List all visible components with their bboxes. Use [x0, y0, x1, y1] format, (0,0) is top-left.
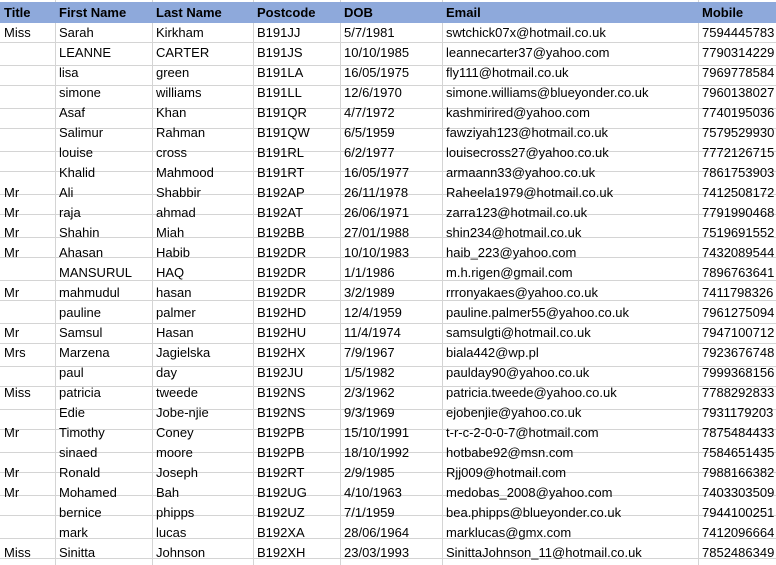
mobile-cell[interactable]: 7931179203 [702, 405, 774, 420]
email-cell[interactable]: paulday90@yahoo.co.uk [446, 365, 590, 380]
last-name-cell[interactable]: Johnson [156, 545, 206, 560]
postcode-cell[interactable]: B192AP [257, 185, 305, 200]
email-cell[interactable]: haib_223@yahoo.com [446, 245, 577, 260]
postcode-cell[interactable]: B192JU [257, 365, 304, 380]
dob-cell[interactable]: 10/10/1983 [344, 245, 410, 260]
dob-cell[interactable]: 18/10/1992 [344, 445, 410, 460]
email-cell[interactable]: zarra123@hotmail.co.uk [446, 205, 588, 220]
last-name-cell[interactable]: tweede [156, 385, 198, 400]
table-row [0, 163, 776, 183]
postcode-cell[interactable]: B192RT [257, 465, 305, 480]
email-cell[interactable]: fawziyah123@hotmail.co.uk [446, 125, 609, 140]
first-name-cell[interactable]: raja [59, 205, 81, 220]
first-name-cell[interactable]: pauline [59, 305, 101, 320]
last-name-cell[interactable]: hasan [156, 285, 192, 300]
first-name-cell[interactable]: Shahin [59, 225, 100, 240]
first-name-cell[interactable]: Ahasan [59, 245, 104, 260]
mobile-cell[interactable]: 7791990468 [702, 205, 775, 220]
table-row [0, 423, 776, 443]
last-name-cell[interactable]: Miah [156, 225, 185, 240]
title-cell[interactable]: Mrs [4, 345, 26, 360]
title-cell[interactable] [1, 163, 55, 183]
title-cell[interactable]: Mr [4, 425, 20, 440]
email-cell[interactable]: m.h.rigen@gmail.com [446, 265, 573, 280]
last-name-cell[interactable]: ahmad [156, 205, 196, 220]
email-cell[interactable]: marklucas@gmx.com [446, 525, 572, 540]
mobile-cell[interactable]: 7740195036 [702, 105, 775, 120]
postcode-cell[interactable]: B192UG [257, 485, 307, 500]
title-cell[interactable] [1, 43, 55, 63]
dob-cell[interactable]: 6/5/1959 [344, 125, 395, 140]
title-cell[interactable]: Mr [4, 285, 20, 300]
header-last-name[interactable]: Last Name [156, 5, 222, 20]
email-cell[interactable]: armaann33@yahoo.co.uk [446, 165, 596, 180]
first-name-cell[interactable]: bernice [59, 505, 102, 520]
email-cell[interactable]: t-r-c-2-0-0-7@hotmail.com [446, 425, 599, 440]
title-cell[interactable]: Miss [4, 545, 31, 560]
postcode-cell[interactable]: B191JS [257, 45, 303, 60]
dob-cell[interactable]: 27/01/1988 [344, 225, 410, 240]
title-cell[interactable]: Miss [4, 25, 31, 40]
table-row [0, 223, 776, 243]
table-row [0, 123, 776, 143]
title-cell[interactable]: Mr [4, 185, 20, 200]
title-cell[interactable] [1, 103, 55, 123]
title-cell[interactable] [1, 443, 55, 463]
table-row [0, 243, 776, 263]
last-name-cell[interactable]: palmer [156, 305, 196, 320]
last-name-cell[interactable]: CARTER [156, 45, 210, 60]
postcode-cell[interactable]: B192UZ [257, 505, 305, 520]
mobile-cell[interactable]: 7584651435 [702, 445, 775, 460]
first-name-cell[interactable]: lisa [59, 65, 79, 80]
dob-cell[interactable]: 16/05/1975 [344, 65, 410, 80]
title-cell[interactable] [1, 143, 55, 163]
title-cell[interactable]: Mr [4, 465, 20, 480]
table-row [0, 283, 776, 303]
table-row [0, 383, 776, 403]
email-cell[interactable]: simone.williams@blueyonder.co.uk [446, 85, 649, 100]
dob-cell[interactable]: 7/9/1967 [344, 345, 395, 360]
title-cell[interactable]: Mr [4, 325, 20, 340]
mobile-cell[interactable]: 7923676748 [702, 345, 775, 360]
table-row [0, 343, 776, 363]
header-row [0, 2, 776, 23]
title-cell[interactable]: Mr [4, 205, 20, 220]
dob-cell[interactable]: 9/3/1969 [344, 405, 395, 420]
postcode-cell[interactable]: B191RT [257, 165, 305, 180]
last-name-cell[interactable]: williams [156, 85, 202, 100]
email-cell[interactable]: leannecarter37@yahoo.com [446, 45, 610, 60]
mobile-cell[interactable]: 7432089544 [702, 245, 775, 260]
header-dob[interactable]: DOB [344, 5, 373, 20]
first-name-cell[interactable]: mark [59, 525, 88, 540]
title-cell[interactable] [1, 83, 55, 103]
postcode-cell[interactable]: B192BB [257, 225, 305, 240]
postcode-cell[interactable]: B191QR [257, 105, 307, 120]
table-row [0, 63, 776, 83]
dob-cell[interactable]: 4/10/1963 [344, 485, 402, 500]
mobile-cell[interactable]: 7969778584 [702, 65, 775, 80]
postcode-cell[interactable]: B192DR [257, 285, 307, 300]
mobile-cell[interactable]: 7411798326 [702, 285, 774, 300]
postcode-cell[interactable]: B192PB [257, 425, 305, 440]
email-cell[interactable]: hotbabe92@msn.com [446, 445, 574, 460]
mobile-cell[interactable]: 7519691552 [702, 225, 775, 240]
table-row [0, 523, 776, 543]
email-cell[interactable]: swtchick07x@hotmail.co.uk [446, 25, 606, 40]
mobile-cell[interactable]: 7875484433 [702, 425, 775, 440]
title-cell[interactable] [1, 363, 55, 383]
table-row [0, 103, 776, 123]
table-row [0, 183, 776, 203]
first-name-cell[interactable]: LEANNE [59, 45, 112, 60]
first-name-cell[interactable]: Salimur [59, 125, 104, 140]
title-cell[interactable] [1, 63, 55, 83]
title-cell[interactable] [1, 263, 55, 283]
dob-cell[interactable]: 4/7/1972 [344, 105, 395, 120]
email-cell[interactable]: biala442@wp.pl [446, 345, 539, 360]
dob-cell[interactable]: 2/9/1985 [344, 465, 395, 480]
table-row [0, 403, 776, 423]
last-name-cell[interactable]: green [156, 65, 190, 80]
postcode-cell[interactable]: B192HX [257, 345, 306, 360]
first-name-cell[interactable]: MANSURUL [59, 265, 132, 280]
email-cell[interactable]: Rjj009@hotmail.com [446, 465, 567, 480]
mobile-cell[interactable]: 7861753903 [702, 165, 775, 180]
table-row [0, 483, 776, 503]
last-name-cell[interactable]: Kirkham [156, 25, 204, 40]
last-name-cell[interactable]: Shabbir [156, 185, 201, 200]
email-cell[interactable]: medobas_2008@yahoo.com [446, 485, 613, 500]
mobile-cell[interactable]: 7412096664 [702, 525, 775, 540]
header-email[interactable]: Email [446, 5, 481, 20]
postcode-cell[interactable]: B191JJ [257, 25, 301, 40]
last-name-cell[interactable]: Coney [156, 425, 194, 440]
dob-cell[interactable]: 12/6/1970 [344, 85, 402, 100]
dob-cell[interactable]: 26/06/1971 [344, 205, 410, 220]
table-row [0, 43, 776, 63]
dob-cell[interactable]: 6/2/1977 [344, 145, 395, 160]
mobile-cell[interactable]: 7790314229 [702, 45, 775, 60]
title-cell[interactable] [1, 503, 55, 523]
mobile-cell[interactable]: 7403303509 [702, 485, 775, 500]
email-cell[interactable]: louisecross27@yahoo.co.uk [446, 145, 609, 160]
mobile-cell[interactable]: 7988166382 [702, 465, 775, 480]
last-name-cell[interactable]: HAQ [156, 265, 185, 280]
last-name-cell[interactable]: Jobe-njie [156, 405, 209, 420]
mobile-cell[interactable]: 7772126715 [702, 145, 775, 160]
last-name-cell[interactable]: Jagielska [156, 345, 211, 360]
postcode-cell[interactable]: B192NS [257, 405, 306, 420]
first-name-cell[interactable]: Khalid [59, 165, 96, 180]
postcode-cell[interactable]: B192HD [257, 305, 307, 320]
table-row [0, 363, 776, 383]
first-name-cell[interactable]: Asaf [59, 105, 86, 120]
header-postcode[interactable]: Postcode [257, 5, 316, 20]
title-cell[interactable] [1, 123, 55, 143]
table-row [0, 203, 776, 223]
dob-cell[interactable]: 5/7/1981 [344, 25, 395, 40]
postcode-cell[interactable]: B191LL [257, 85, 302, 100]
dob-cell[interactable]: 26/11/1978 [344, 185, 409, 200]
title-cell[interactable]: Mr [4, 225, 20, 240]
table-row [0, 83, 776, 103]
mobile-cell[interactable]: 7579529930 [702, 125, 775, 140]
email-cell[interactable]: pauline.palmer55@yahoo.co.uk [446, 305, 630, 320]
mobile-cell[interactable]: 7961275094 [702, 305, 775, 320]
first-name-cell[interactable]: Edie [59, 405, 86, 420]
dob-cell[interactable]: 28/06/1964 [344, 525, 410, 540]
dob-cell[interactable]: 16/05/1977 [344, 165, 410, 180]
email-cell[interactable]: bea.phipps@blueyonder.co.uk [446, 505, 622, 520]
postcode-cell[interactable]: B192XA [257, 525, 305, 540]
first-name-cell[interactable]: Ronald [59, 465, 101, 480]
title-cell[interactable] [1, 303, 55, 323]
email-cell[interactable]: patricia.tweede@yahoo.co.uk [446, 385, 617, 400]
table-row [0, 263, 776, 283]
header-first-name[interactable]: First Name [59, 5, 127, 20]
postcode-cell[interactable]: B192PB [257, 445, 305, 460]
email-cell[interactable]: Raheela1979@hotmail.co.uk [446, 185, 614, 200]
table-row [0, 463, 776, 483]
last-name-cell[interactable]: Rahman [156, 125, 206, 140]
dob-cell[interactable]: 10/10/1985 [344, 45, 410, 60]
dob-cell[interactable]: 12/4/1959 [344, 305, 402, 320]
first-name-cell[interactable]: mahmudul [59, 285, 120, 300]
postcode-cell[interactable]: B191RL [257, 145, 304, 160]
postcode-cell[interactable]: B191QW [257, 125, 310, 140]
title-cell[interactable] [1, 403, 55, 423]
mobile-cell[interactable]: 7852486349 [702, 545, 775, 560]
table-row [0, 303, 776, 323]
first-name-cell[interactable]: simone [59, 85, 101, 100]
last-name-cell[interactable]: lucas [156, 525, 187, 540]
title-cell[interactable]: Mr [4, 485, 20, 500]
last-name-cell[interactable]: cross [156, 145, 188, 160]
mobile-cell[interactable]: 7788292833 [702, 385, 775, 400]
dob-cell[interactable]: 23/03/1993 [344, 545, 410, 560]
table-row [0, 543, 776, 563]
dob-cell[interactable]: 1/5/1982 [344, 365, 395, 380]
postcode-cell[interactable]: B192XH [257, 545, 306, 560]
email-cell[interactable]: kashmirired@yahoo.com [446, 105, 590, 120]
title-cell[interactable] [1, 523, 55, 543]
first-name-cell[interactable]: paul [59, 365, 84, 380]
title-cell[interactable]: Miss [4, 385, 31, 400]
last-name-cell[interactable]: Habib [156, 245, 190, 260]
first-name-cell[interactable]: Sarah [59, 25, 94, 40]
dob-cell[interactable]: 3/2/1989 [344, 285, 395, 300]
email-cell[interactable]: rrronyakaes@yahoo.co.uk [446, 285, 598, 300]
postcode-cell[interactable]: B192DR [257, 265, 307, 280]
mobile-cell[interactable]: 7999368156 [702, 365, 775, 380]
email-cell[interactable]: fly111@hotmail.co.uk [446, 65, 569, 80]
header-title[interactable]: Title [4, 5, 31, 20]
table-row [0, 23, 776, 43]
postcode-cell[interactable]: B191LA [257, 65, 304, 80]
dob-cell[interactable]: 11/4/1974 [344, 325, 401, 340]
first-name-cell[interactable]: sinaed [59, 445, 98, 460]
first-name-cell[interactable]: Sinitta [59, 545, 96, 560]
last-name-cell[interactable]: phipps [156, 505, 195, 520]
first-name-cell[interactable]: louise [59, 145, 93, 160]
email-cell[interactable]: shin234@hotmail.co.uk [446, 225, 582, 240]
table-row [0, 143, 776, 163]
last-name-cell[interactable]: Hasan [156, 325, 194, 340]
last-name-cell[interactable]: Khan [156, 105, 187, 120]
mobile-cell[interactable]: 7896763641 [702, 265, 775, 280]
dob-cell[interactable]: 1/1/1986 [344, 265, 395, 280]
first-name-cell[interactable]: Ali [59, 185, 74, 200]
first-name-cell[interactable]: Marzena [59, 345, 110, 360]
last-name-cell[interactable]: Joseph [156, 465, 198, 480]
last-name-cell[interactable]: moore [156, 445, 193, 460]
dob-cell[interactable]: 15/10/1991 [344, 425, 410, 440]
first-name-cell[interactable]: Samsul [59, 325, 103, 340]
mobile-cell[interactable]: 7412508172 [702, 185, 775, 200]
email-cell[interactable]: ejobenjie@yahoo.co.uk [446, 405, 582, 420]
postcode-cell[interactable]: B192NS [257, 385, 306, 400]
first-name-cell[interactable]: Mohamed [59, 485, 117, 500]
table-row [0, 323, 776, 343]
table-row [0, 503, 776, 523]
first-name-cell[interactable]: Timothy [59, 425, 105, 440]
dob-cell[interactable]: 2/3/1962 [344, 385, 395, 400]
dob-cell[interactable]: 7/1/1959 [344, 505, 395, 520]
mobile-cell[interactable]: 7960138027 [702, 85, 775, 100]
last-name-cell[interactable]: Mahmood [156, 165, 214, 180]
title-cell[interactable]: Mr [4, 245, 20, 260]
table-row [0, 443, 776, 463]
mobile-cell[interactable]: 7947100712 [702, 325, 775, 340]
postcode-cell[interactable]: B192HU [257, 325, 307, 340]
last-name-cell[interactable]: Bah [156, 485, 180, 500]
mobile-cell[interactable]: 7594445783 [702, 25, 775, 40]
last-name-cell[interactable]: day [156, 365, 177, 380]
email-cell[interactable]: SinittaJohnson_11@hotmail.co.uk [446, 545, 642, 560]
postcode-cell[interactable]: B192AT [257, 205, 304, 220]
email-cell[interactable]: samsulgti@hotmail.co.uk [446, 325, 591, 340]
postcode-cell[interactable]: B192DR [257, 245, 307, 260]
first-name-cell[interactable]: patricia [59, 385, 101, 400]
header-mobile[interactable]: Mobile [702, 5, 744, 20]
mobile-cell[interactable]: 7944100251 [702, 505, 775, 520]
